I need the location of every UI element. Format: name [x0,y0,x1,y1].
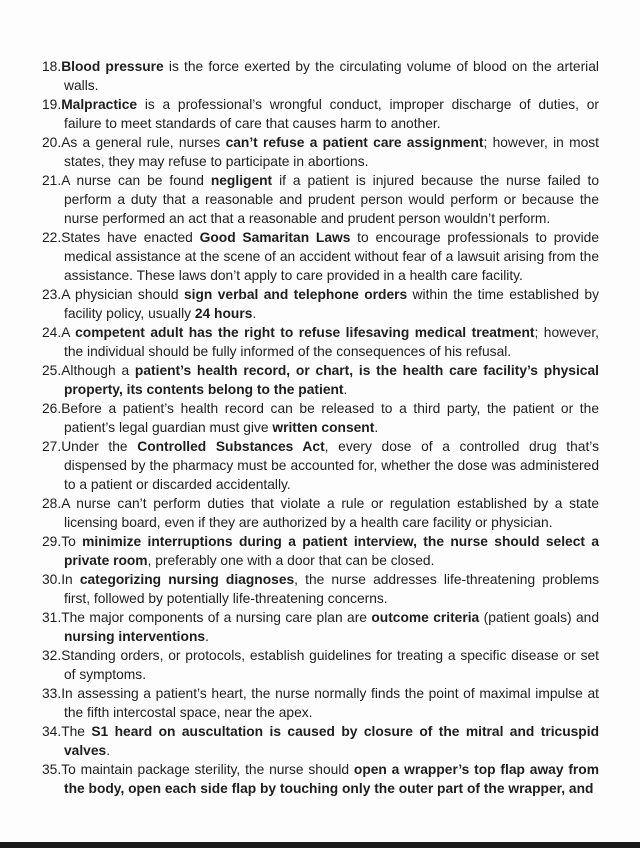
item-number: 24. [42,325,62,340]
item-text: ; however, in most states, they may refuse to participate in abortions. [64,135,599,169]
list-item [42,760,599,798]
item-number: 31. [42,610,62,625]
item-text: Before a patient’s health record can be released to a third party, the patient or the patient’s legal guardian must give [61,401,599,435]
list-item [42,532,599,570]
item-bold-text: nursing interventions [64,629,206,644]
item-number: 22. [42,230,62,245]
item-text: within the time established by facility policy, usually [64,287,599,321]
list-item [42,133,599,171]
item-text: A [61,325,76,340]
item-text: The [61,724,92,739]
item-number: 19. [42,97,62,112]
list-item [42,570,599,608]
item-bold-text: competent adult has the right to refuse lifesaving medical treatment [75,325,535,340]
item-bold-text: written consent [272,420,375,435]
item-text: To maintain package sterility, the nurse should [61,762,354,777]
item-number: 30. [42,572,62,587]
item-bold-text: Good Samaritan Laws [199,230,351,245]
item-number: 20. [42,135,62,150]
item-bold-text: outcome criteria [371,610,480,625]
list-item [42,171,599,228]
item-text: As a general rule, nurses [61,135,226,150]
facts-list [42,57,599,798]
item-bold-text: sign verbal and telephone orders [183,287,408,302]
item-bold-text: negligent [210,173,273,188]
item-number: 35. [42,762,62,777]
item-number: 32. [42,648,62,663]
item-text: Under the [61,439,138,454]
item-text: A nurse can be found [61,173,211,188]
item-number: 29. [42,534,62,549]
item-number: 27. [42,439,62,454]
item-number: 21. [42,173,62,188]
item-text: . [343,382,348,397]
list-item [42,608,599,646]
item-bold-text: S1 heard on auscultation is caused by closure of the mitral and tricuspid valves [64,724,599,758]
item-text: States have enacted [61,230,200,245]
item-text: ; however, the individual should be fully informed of the consequences of his refusal. [64,325,600,359]
item-text: . [106,743,111,758]
item-text: The major components of a nursing care plan are [61,610,372,625]
item-bold-text: categorizing nursing diagnoses [79,572,295,587]
item-bold-text: Blood pressure [61,59,164,74]
item-text: , the nurse addresses life-threatening problems first, followed by potentially life-threatening concerns. [64,572,599,606]
item-text: In assessing a patient’s heart, the nurse normally finds the point of maximal impulse at the fifth intercostal space, near the apex. [61,686,599,720]
list-item [42,684,599,722]
list-item [42,494,599,532]
item-text: , preferably one with a door that can be closed. [147,553,435,568]
item-text: Although a [61,363,135,378]
list-item [42,285,599,323]
list-item [42,57,599,95]
list-item [42,361,599,399]
list-item [42,722,599,760]
item-text: is the force exerted by the circulating volume of blood on the arterial walls. [64,59,599,93]
list-item [42,228,599,285]
item-text: (patient goals) and [479,610,599,625]
list-item [42,646,599,684]
item-text: To [61,534,83,549]
item-number: 33. [42,686,62,701]
item-number: 25. [42,363,62,378]
item-text: A nurse can’t perform duties that violate a rule or regulation established by a state licensing board, even if they are authorized by a health care facility or physician. [61,496,599,530]
item-text: if a patient is injured because the nurse failed to perform a duty that a reasonable and prudent person would perform or because the nurse performed an act that a reasonable and prudent person wouldn’t perform. [64,173,599,226]
item-text: Standing orders, or protocols, establish guidelines for treating a specific disease or set of symptoms. [61,648,599,682]
item-number: 18. [42,59,62,74]
item-number: 26. [42,401,62,416]
item-text: . [205,629,209,644]
list-item [42,95,599,133]
item-text: to encourage professionals to provide medical assistance at the scene of an accident without fear of a lawsuit arising from the assistance. These laws don’t apply to care provided in a health care facility. [64,230,599,283]
list-item [42,399,599,437]
item-text: , every dose of a controlled drug that’s dispensed by the pharmacy must be accounted for, whether the dose was administered to a patient or discarded accidentally. [64,439,599,492]
list-item [42,323,599,361]
item-bold-text: open a wrapper’s top flap away from the body, open each side flap by touching only the outer part of the wrapper, and [64,762,599,796]
item-text: . [252,306,257,321]
item-number: 28. [42,496,62,511]
item-bold-text: Malpractice [61,97,138,112]
item-number: 34. [42,724,62,739]
item-bold-text: patient’s health record, or chart, is the health care facility’s physical property, its contents belong to the patient [64,363,599,397]
page-bottom-bar [0,842,640,848]
item-bold-text: Controlled Substances Act [137,439,325,454]
item-text: In [61,572,80,587]
item-text: . [374,420,379,435]
item-bold-text: 24 hours [194,306,253,321]
item-bold-text: minimize interruptions during a patient interview, the nurse should select a private room [64,534,600,568]
item-text: is a professional’s wrongful conduct, improper discharge of duties, or failure to meet standards of care that causes harm to another. [64,97,599,131]
list-item [42,437,599,494]
item-bold-text: can’t refuse a patient care assignment [225,135,484,150]
item-number: 23. [42,287,62,302]
item-text: A physician should [61,287,184,302]
